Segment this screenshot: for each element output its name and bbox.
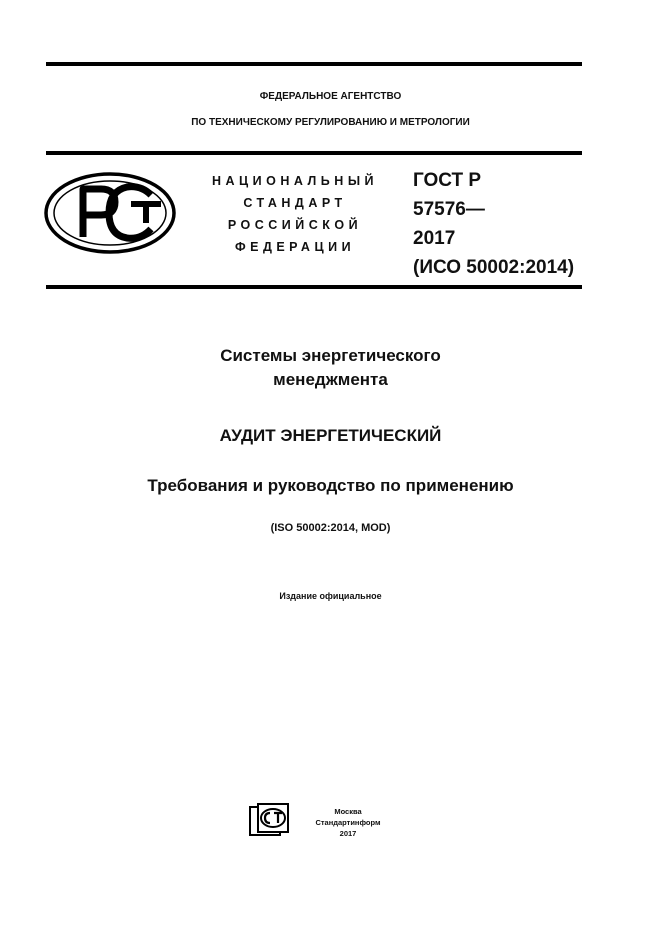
- agency-name-line1: ФЕДЕРАЛЬНОЕ АГЕНТСТВО: [259, 91, 402, 102]
- document-description: Требования и руководство по применению: [147, 476, 514, 495]
- publisher-year: 2017: [339, 829, 357, 838]
- designation-line4: (ИСО 50002:2014): [413, 257, 575, 278]
- rst-certification-logo-icon: [43, 171, 177, 255]
- agency-name-line2: ПО ТЕХНИЧЕСКОМУ РЕГУЛИРОВАНИЮ И МЕТРОЛОГИИ: [191, 117, 470, 128]
- publisher-city: Москва: [334, 807, 362, 816]
- national-standard-line2: СТАНДАРТ: [243, 196, 347, 210]
- iso-reference: (ISO 50002:2014, MOD): [270, 522, 391, 534]
- national-standard-line3: РОССИЙСКОЙ: [227, 218, 363, 232]
- title-block-rule: [46, 285, 582, 289]
- edition-label: Издание официальное: [279, 591, 382, 601]
- national-standard-line4: ФЕДЕРАЦИИ: [234, 240, 356, 254]
- document-title: [0, 344, 661, 392]
- national-standard-label: [200, 170, 390, 258]
- publisher-info: [312, 806, 384, 839]
- top-rule: [46, 62, 582, 66]
- publisher-name: Стандартинформ: [315, 818, 381, 827]
- designation-line2: 57576—: [413, 199, 485, 220]
- document-title-line1: Системы энергетического: [220, 346, 441, 365]
- document-title-line2: менеджмента: [273, 370, 388, 389]
- standartinform-logo-icon: [249, 803, 289, 837]
- standard-designation: [413, 166, 574, 282]
- national-standard-line1: НАЦИОНАЛЬНЫЙ: [211, 174, 379, 188]
- designation-line1: ГОСТ Р: [413, 170, 482, 191]
- designation-line3: 2017: [413, 228, 456, 249]
- header-rule: [46, 151, 582, 155]
- document-subtitle: АУДИТ ЭНЕРГЕТИЧЕСКИЙ: [219, 426, 442, 445]
